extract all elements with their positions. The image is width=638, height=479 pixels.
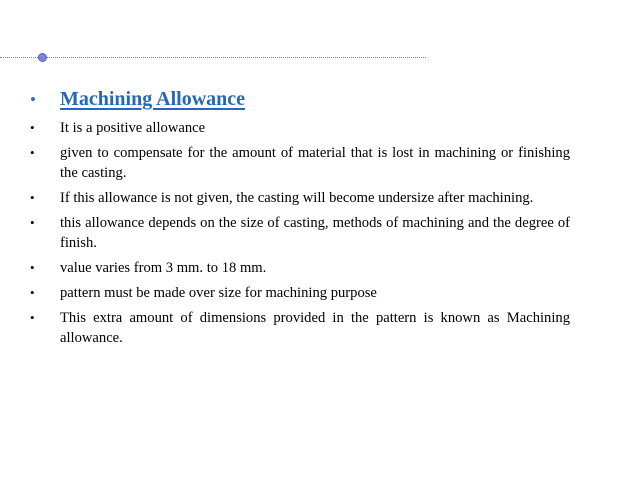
list-item xyxy=(30,188,570,208)
bullet-list xyxy=(30,118,570,348)
bullet-text: If this allowance is not given, the casting will become undersize after machining. xyxy=(60,190,534,206)
list-item xyxy=(30,213,570,253)
bullet-text: pattern must be made over size for machining purpose xyxy=(60,285,377,301)
list-item xyxy=(30,258,570,278)
bullet-icon: • xyxy=(30,120,35,135)
dotted-divider xyxy=(0,57,426,58)
bullet-icon: • xyxy=(30,310,35,325)
list-item xyxy=(30,143,570,183)
bullet-text: It is a positive allowance xyxy=(60,120,206,136)
divider-dot-icon xyxy=(38,53,47,62)
bullet-icon: • xyxy=(30,215,35,230)
bullet-text: given to compensate for the amount of material that is lost in machining or finishing the casting. xyxy=(60,145,570,181)
bullet-icon: • xyxy=(30,190,35,205)
bullet-text: This extra amount of dimensions provided in the pattern is known as Machining allowance. xyxy=(60,310,570,346)
bullet-icon: • xyxy=(30,285,35,300)
heading-row xyxy=(30,88,570,111)
list-item xyxy=(30,118,570,138)
bullet-icon: • xyxy=(30,260,35,275)
bullet-icon: • xyxy=(30,145,35,160)
bullet-text: value varies from 3 mm. to 18 mm. xyxy=(60,260,267,276)
list-item xyxy=(30,308,570,348)
slide-heading: Machining Allowance xyxy=(60,88,246,110)
list-item xyxy=(30,283,570,303)
bullet-icon: • xyxy=(30,90,36,109)
bullet-text: this allowance depends on the size of casting, methods of machining and the degree of finish. xyxy=(60,215,570,251)
slide-body xyxy=(30,88,570,353)
